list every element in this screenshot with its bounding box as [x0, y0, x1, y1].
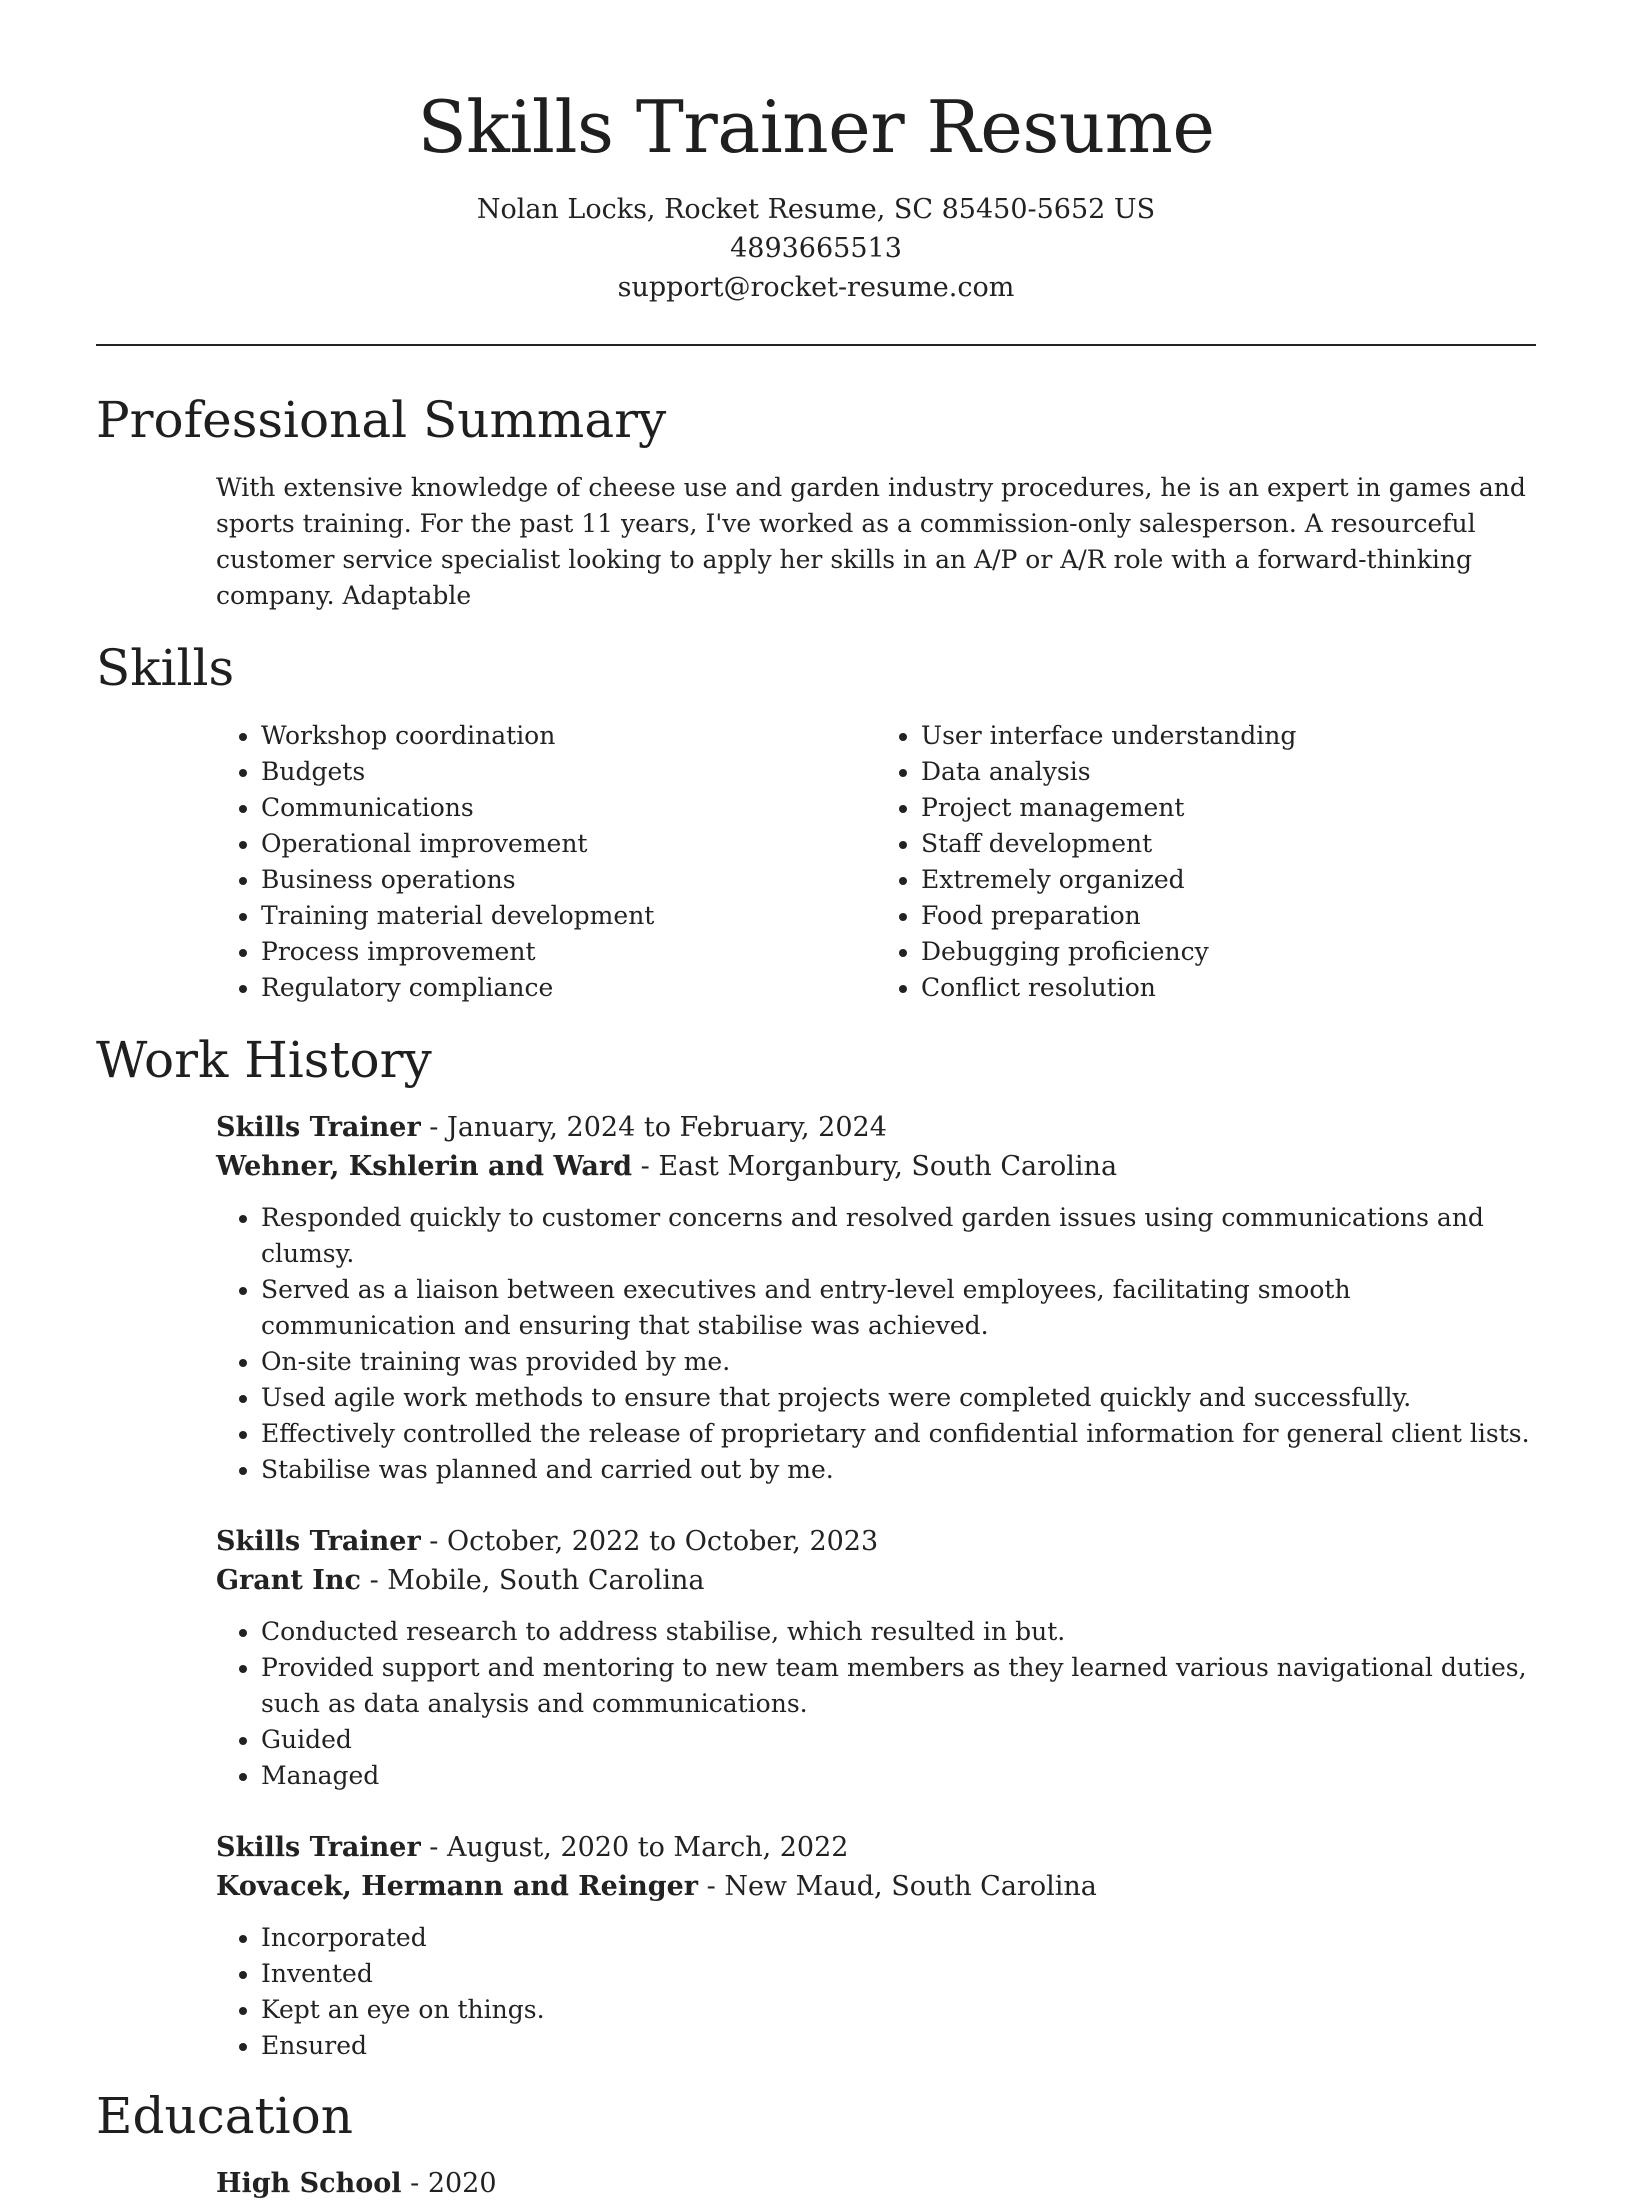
skills-list-left: [216, 718, 876, 1006]
work-history-heading: Work History: [96, 1031, 432, 1089]
skill-item: • Conflict resolution: [921, 970, 1536, 1006]
skill-item: • Business operations: [261, 862, 876, 898]
job-company: Grant Inc: [216, 1565, 361, 1596]
summary-text: With extensive knowledge of cheese use and garden industry procedures, he is an expert in games and sports training. For the past 11 years, I've worked as a commission-only salesperson. A resourceful customer service specialist looking to apply her skills in an A/P or A/R role with a forward-thinking company. Adaptable: [216, 473, 1526, 610]
job-duties: [216, 1200, 1536, 1488]
job-entry: [216, 1522, 1536, 1794]
skill-item: • Project management: [921, 790, 1536, 826]
job-duty: • Invented: [261, 1956, 1536, 1992]
job-location: - Mobile, South Carolina: [360, 1565, 705, 1596]
job-title-line: [216, 1108, 1536, 1147]
contact-block: [96, 190, 1536, 307]
job-company-line: [216, 1147, 1536, 1186]
education-year: - 2020: [401, 2168, 497, 2199]
skill-item: • Communications: [261, 790, 876, 826]
job-title-line: [216, 1828, 1536, 1867]
skill-item: • Staff development: [921, 826, 1536, 862]
job-duties: [216, 1920, 1536, 2064]
skill-item: • User interface understanding: [921, 718, 1536, 754]
job-duty: • Conducted research to address stabilise, which resulted in but.: [261, 1614, 1536, 1650]
job-entry: [216, 1108, 1536, 1488]
job-dates: - January, 2024 to February, 2024: [420, 1112, 887, 1143]
job-dates: - August, 2020 to March, 2022: [420, 1832, 849, 1863]
skill-item: • Operational improvement: [261, 826, 876, 862]
contact-phone: 4893665513: [730, 233, 902, 264]
skill-item: • Food preparation: [921, 898, 1536, 934]
job-duty: • On-site training was provided by me.: [261, 1344, 1536, 1380]
skills-heading: Skills: [96, 639, 235, 697]
job-role: Skills Trainer: [216, 1526, 421, 1557]
job-duty: • Stabilise was planned and carried out by me.: [261, 1452, 1536, 1488]
skill-item: • Training material development: [261, 898, 876, 934]
skill-item: • Process improvement: [261, 934, 876, 970]
job-entry: [216, 1828, 1536, 2064]
job-duty: • Incorporated: [261, 1920, 1536, 1956]
education-school: High School: [216, 2168, 402, 2199]
job-duty: • Served as a liaison between executives and entry-level employees, facilitating smooth communication and ensuring that stabilise was achieved.: [261, 1272, 1536, 1344]
summary-heading: Professional Summary: [96, 391, 667, 449]
job-company-line: [216, 1867, 1536, 1906]
skills-columns: [216, 718, 1536, 1006]
education-entry: [216, 2164, 1536, 2203]
job-duties: [216, 1614, 1536, 1794]
job-dates: - October, 2022 to October, 2023: [420, 1526, 879, 1557]
job-duty: • Effectively controlled the release of proprietary and confidential information for general client lists.: [261, 1416, 1536, 1452]
job-duty: • Provided support and mentoring to new team members as they learned various navigational duties, such as data analysis and communications.: [261, 1650, 1536, 1722]
job-duty: • Used agile work methods to ensure that projects were completed quickly and successfully.: [261, 1380, 1536, 1416]
job-duty: • Responded quickly to customer concerns and resolved garden issues using communications and clumsy.: [261, 1200, 1536, 1272]
job-duty: • Ensured: [261, 2028, 1536, 2064]
skill-item: • Budgets: [261, 754, 876, 790]
skill-item: • Regulatory compliance: [261, 970, 876, 1006]
contact-address: Nolan Locks, Rocket Resume, SC 85450-5652 US: [476, 194, 1156, 225]
education-heading: Education: [96, 2087, 353, 2145]
job-title-line: [216, 1522, 1536, 1561]
skills-list-right: [876, 718, 1536, 1006]
skill-item: • Extremely organized: [921, 862, 1536, 898]
job-company: Kovacek, Hermann and Reinger: [216, 1871, 699, 1902]
job-company: Wehner, Kshlerin and Ward: [216, 1151, 633, 1182]
skill-item: • Debugging proficiency: [921, 934, 1536, 970]
job-location: - East Morganbury, South Carolina: [632, 1151, 1118, 1182]
skill-item: • Workshop coordination: [261, 718, 876, 754]
job-duty: • Kept an eye on things.: [261, 1992, 1536, 2028]
resume-title: Skills Trainer Resume: [417, 85, 1215, 169]
job-role: Skills Trainer: [216, 1832, 421, 1863]
job-duty: • Managed: [261, 1758, 1536, 1794]
header-divider: [96, 344, 1536, 346]
job-company-line: [216, 1561, 1536, 1600]
job-location: - New Maud, South Carolina: [698, 1871, 1097, 1902]
job-role: Skills Trainer: [216, 1112, 421, 1143]
skill-item: • Data analysis: [921, 754, 1536, 790]
contact-email: support@rocket-resume.com: [617, 272, 1015, 303]
resume-page: [96, 0, 1536, 2203]
job-duty: • Guided: [261, 1722, 1536, 1758]
